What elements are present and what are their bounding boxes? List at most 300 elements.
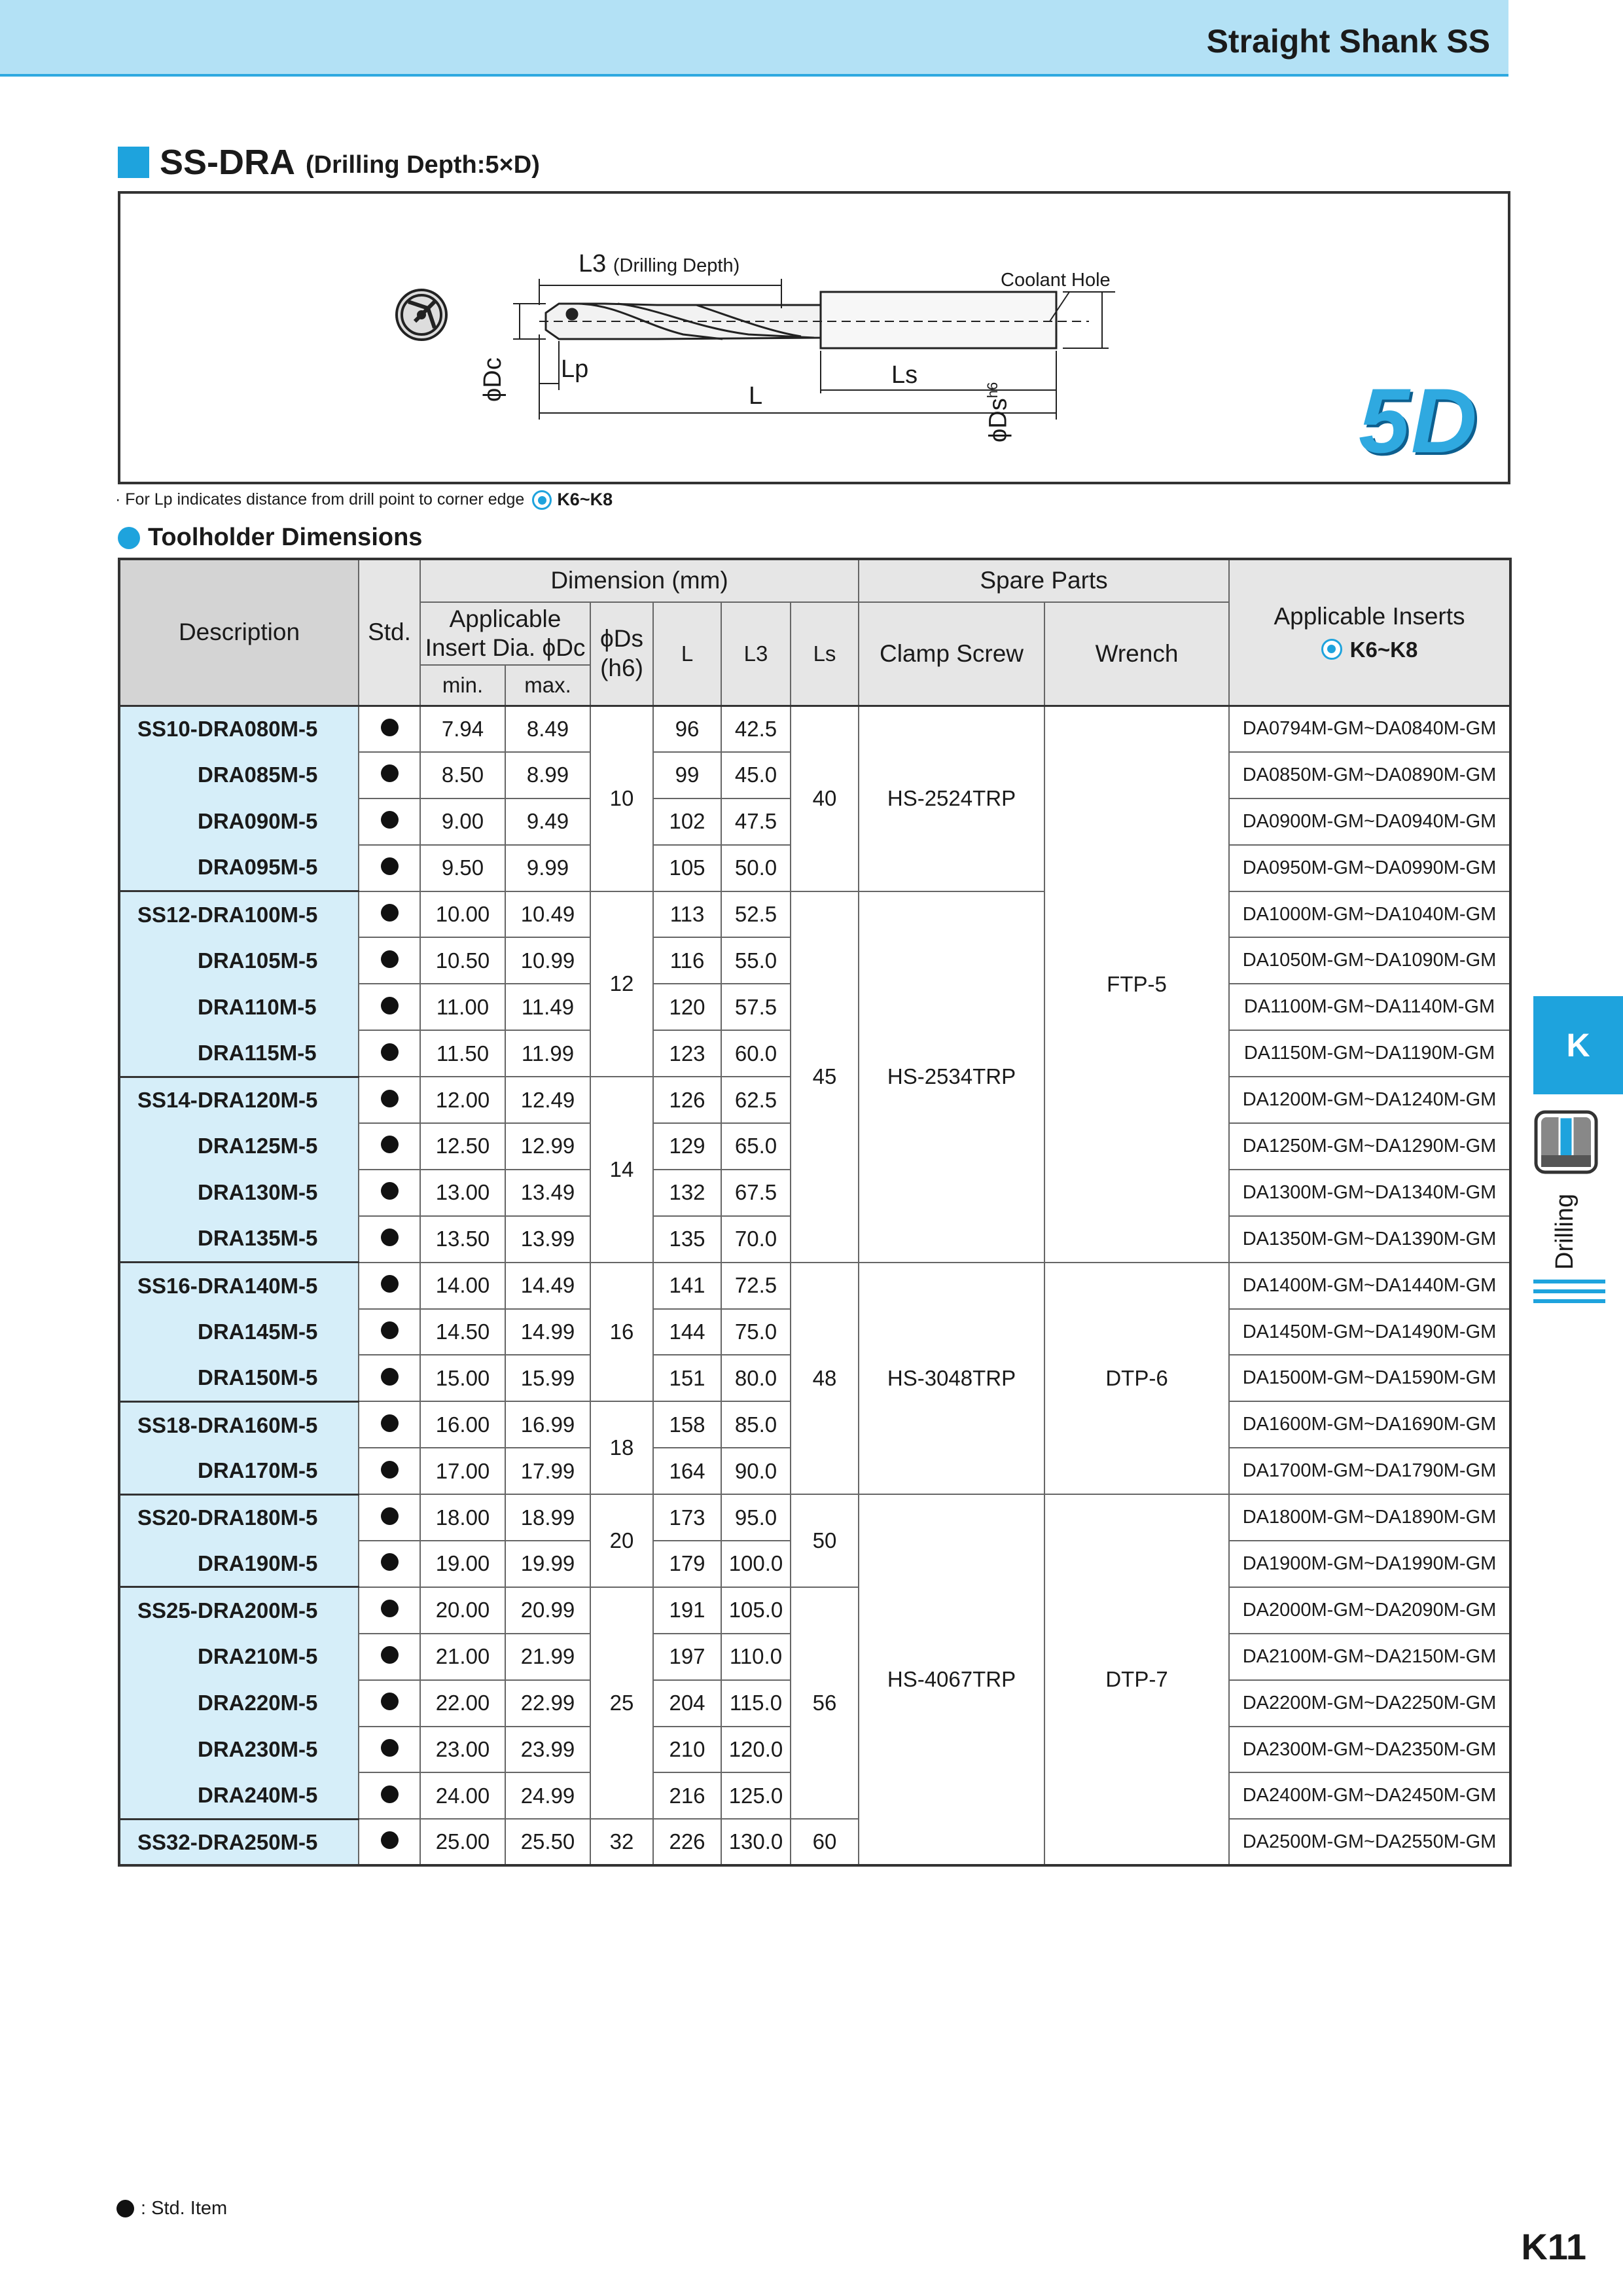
- series-label: SS14-: [137, 1088, 198, 1113]
- std-cell: [359, 1541, 420, 1587]
- l-cell: 99: [653, 752, 721, 798]
- insert-cell: DA1900M-GM~DA1990M-GM: [1229, 1541, 1510, 1587]
- min-cell: 14.00: [420, 1263, 505, 1309]
- l-cell: 204: [653, 1680, 721, 1727]
- coolant-hole-label: Coolant Hole: [1001, 270, 1111, 291]
- max-cell: 19.99: [505, 1541, 590, 1587]
- col-l: L: [653, 602, 721, 706]
- model-label: DRA150M-5: [198, 1365, 318, 1390]
- ls-label: Ls: [891, 361, 918, 389]
- l3-cell: 125.0: [721, 1772, 791, 1819]
- bullet-icon: [118, 527, 140, 549]
- description-cell: [119, 1030, 359, 1077]
- model-label: DRA105M-5: [198, 948, 318, 973]
- ds-label: [984, 382, 1013, 442]
- side-stripe: [1533, 1299, 1605, 1303]
- insert-cell: DA2300M-GM~DA2350M-GM: [1229, 1727, 1510, 1773]
- l3-cell: 120.0: [721, 1727, 791, 1773]
- toolholder-table-wrap: [118, 558, 1512, 1867]
- ds-cell: 10: [590, 706, 653, 891]
- model-label: DRA095M-5: [198, 855, 318, 880]
- max-cell: 15.99: [505, 1355, 590, 1401]
- std-item-dot-icon: [381, 904, 399, 922]
- model-label: DRA135M-5: [198, 1226, 318, 1251]
- std-cell: [359, 1819, 420, 1865]
- wrench-cell: DTP-7: [1044, 1494, 1229, 1865]
- l3-label-text: L3: [579, 250, 607, 278]
- drill-end-view-icon: [397, 290, 446, 340]
- model-label: DRA160M-5: [198, 1412, 318, 1437]
- model-label: DRA210M-5: [198, 1644, 318, 1669]
- model-label: DRA230M-5: [198, 1737, 318, 1762]
- min-cell: 11.00: [420, 984, 505, 1030]
- description-cell: [119, 706, 359, 752]
- page-number: K11: [1521, 2226, 1586, 2267]
- std-item-legend-text: : Std. Item: [141, 2198, 228, 2219]
- description-cell: [119, 1819, 359, 1865]
- col-l3: L3: [721, 602, 791, 706]
- clamp-screw-cell: HS-4067TRP: [859, 1494, 1044, 1865]
- description-cell: [119, 1494, 359, 1541]
- std-item-dot-icon: [381, 1043, 399, 1061]
- table-row: [119, 1819, 1510, 1865]
- description-cell: [119, 798, 359, 845]
- insert-cell: DA1700M-GM~DA1790M-GM: [1229, 1448, 1510, 1494]
- l-cell: 135: [653, 1216, 721, 1263]
- min-cell: 9.00: [420, 798, 505, 845]
- insert-cell: DA1050M-GM~DA1090M-GM: [1229, 937, 1510, 984]
- std-item-dot-icon: [381, 950, 399, 968]
- inserts-ref: [1230, 637, 1509, 663]
- arrow-right-icon: [1321, 639, 1342, 660]
- max-cell: 22.99: [505, 1680, 590, 1727]
- max-cell: 17.99: [505, 1448, 590, 1494]
- dc-label: ϕDc: [479, 357, 507, 402]
- std-item-dot-icon: [381, 1739, 399, 1757]
- min-cell: 17.00: [420, 1448, 505, 1494]
- description-cell: [119, 891, 359, 938]
- ds-cell: 18: [590, 1401, 653, 1494]
- ls-cell: 40: [791, 706, 859, 891]
- col-ls: Ls: [791, 602, 859, 706]
- section-name: SS-DRA: [160, 143, 296, 182]
- max-cell: 14.99: [505, 1309, 590, 1355]
- table-row: [119, 891, 1510, 938]
- std-cell: [359, 845, 420, 891]
- l3-sub-label: (Drilling Depth): [613, 255, 740, 276]
- drill-side-view: [539, 292, 1089, 348]
- l3-cell: 55.0: [721, 937, 791, 984]
- insert-cell: DA1100M-GM~DA1140M-GM: [1229, 984, 1510, 1030]
- l3-cell: 75.0: [721, 1309, 791, 1355]
- drill-diagram: [118, 191, 1510, 484]
- section-subtitle: (Drilling Depth:5×D): [306, 151, 540, 179]
- insert-cell: DA2000M-GM~DA2090M-GM: [1229, 1587, 1510, 1634]
- description-cell: [119, 1170, 359, 1216]
- ds-cell: 25: [590, 1587, 653, 1819]
- clamp-screw-cell: HS-2534TRP: [859, 891, 1044, 1263]
- std-cell: [359, 984, 420, 1030]
- l3-cell: 52.5: [721, 891, 791, 938]
- std-cell: [359, 1727, 420, 1773]
- std-item-dot-icon: [381, 1136, 399, 1153]
- l3-cell: 67.5: [721, 1170, 791, 1216]
- std-cell: [359, 798, 420, 845]
- max-cell: 11.49: [505, 984, 590, 1030]
- max-cell: 23.99: [505, 1727, 590, 1773]
- max-cell: 11.99: [505, 1030, 590, 1077]
- std-item-dot-icon: [381, 997, 399, 1014]
- table-row: [119, 1494, 1510, 1541]
- max-cell: 9.99: [505, 845, 590, 891]
- model-label: DRA220M-5: [198, 1691, 318, 1715]
- max-cell: 8.99: [505, 752, 590, 798]
- series-label: SS10-: [137, 717, 198, 742]
- max-cell: 12.49: [505, 1077, 590, 1123]
- col-dimension: Dimension (mm): [420, 559, 859, 602]
- header-band: [0, 0, 1508, 77]
- col-std: Std.: [359, 559, 420, 706]
- description-cell: [119, 984, 359, 1030]
- side-tab-label: Drilling: [1551, 1193, 1578, 1270]
- min-cell: 18.00: [420, 1494, 505, 1541]
- l3-cell: 50.0: [721, 845, 791, 891]
- model-label: DRA170M-5: [198, 1458, 318, 1482]
- min-cell: 15.00: [420, 1355, 505, 1401]
- max-cell: 24.99: [505, 1772, 590, 1819]
- std-item-dot-icon: [381, 1090, 399, 1107]
- min-cell: 23.00: [420, 1727, 505, 1773]
- arrow-right-icon: [532, 490, 552, 510]
- l3-cell: 90.0: [721, 1448, 791, 1494]
- std-item-dot-icon: [381, 1461, 399, 1479]
- max-cell: 25.50: [505, 1819, 590, 1865]
- series-label: SS32-: [137, 1829, 198, 1854]
- min-cell: 13.50: [420, 1216, 505, 1263]
- col-wrench: Wrench: [1044, 602, 1229, 706]
- l3-cell: 105.0: [721, 1587, 791, 1634]
- col-applicable-inserts-label: Applicable Inserts: [1274, 603, 1465, 630]
- l-cell: 164: [653, 1448, 721, 1494]
- insert-cell: DA1800M-GM~DA1890M-GM: [1229, 1494, 1510, 1541]
- description-cell: [119, 1263, 359, 1309]
- ds-cell: 12: [590, 891, 653, 1077]
- toolholder-title-text: Toolholder Dimensions: [148, 524, 423, 551]
- description-cell: [119, 1309, 359, 1355]
- series-label: SS20-: [137, 1505, 198, 1530]
- std-cell: [359, 1030, 420, 1077]
- l-cell: 158: [653, 1401, 721, 1448]
- insert-cell: DA0794M-GM~DA0840M-GM: [1229, 706, 1510, 752]
- description-cell: [119, 1123, 359, 1170]
- ls-cell: 50: [791, 1494, 859, 1587]
- ls-cell: 56: [791, 1587, 859, 1819]
- l3-cell: 45.0: [721, 752, 791, 798]
- min-cell: 13.00: [420, 1170, 505, 1216]
- model-label: DRA100M-5: [198, 902, 318, 927]
- l-cell: 113: [653, 891, 721, 938]
- col-applicable-inserts: [1229, 559, 1510, 706]
- l-cell: 96: [653, 706, 721, 752]
- min-cell: 7.94: [420, 706, 505, 752]
- lp-note: [115, 490, 613, 510]
- l3-label: [579, 250, 740, 278]
- insert-cell: DA0950M-GM~DA0990M-GM: [1229, 845, 1510, 891]
- max-cell: 14.49: [505, 1263, 590, 1309]
- clamp-screw-cell: HS-2524TRP: [859, 706, 1044, 891]
- l-cell: 144: [653, 1309, 721, 1355]
- l-cell: 129: [653, 1123, 721, 1170]
- min-cell: 12.50: [420, 1123, 505, 1170]
- description-cell: [119, 1216, 359, 1263]
- l3-cell: 115.0: [721, 1680, 791, 1727]
- std-cell: [359, 1587, 420, 1634]
- min-cell: 25.00: [420, 1819, 505, 1865]
- max-cell: 21.99: [505, 1634, 590, 1680]
- col-ds-line2: (h6): [600, 654, 643, 681]
- clamp-screw-cell: HS-3048TRP: [859, 1263, 1044, 1494]
- std-item-dot-icon: [381, 1693, 399, 1710]
- l-cell: 105: [653, 845, 721, 891]
- std-item-dot-icon: [381, 1414, 399, 1432]
- min-cell: 10.50: [420, 937, 505, 984]
- std-cell: [359, 1401, 420, 1448]
- description-cell: [119, 1401, 359, 1448]
- std-cell: [359, 1355, 420, 1401]
- l3-cell: 42.5: [721, 706, 791, 752]
- lp-note-ref-link[interactable]: K6~K8: [557, 490, 613, 509]
- ls-cell: 60: [791, 1819, 859, 1865]
- l3-cell: 80.0: [721, 1355, 791, 1401]
- inserts-ref-link[interactable]: K6~K8: [1349, 637, 1418, 662]
- std-cell: [359, 706, 420, 752]
- model-label: DRA120M-5: [198, 1088, 318, 1113]
- table-row: [119, 1263, 1510, 1309]
- col-insert-dia-line2: Insert Dia. ϕDc: [425, 634, 586, 661]
- l-cell: 123: [653, 1030, 721, 1077]
- insert-cell: DA0900M-GM~DA0940M-GM: [1229, 798, 1510, 845]
- min-cell: 10.00: [420, 891, 505, 938]
- l3-cell: 62.5: [721, 1077, 791, 1123]
- col-max: max.: [505, 665, 590, 706]
- max-cell: 10.99: [505, 937, 590, 984]
- std-cell: [359, 1263, 420, 1309]
- min-cell: 19.00: [420, 1541, 505, 1587]
- max-cell: 18.99: [505, 1494, 590, 1541]
- insert-cell: DA2400M-GM~DA2450M-GM: [1229, 1772, 1510, 1819]
- std-cell: [359, 1680, 420, 1727]
- description-cell: [119, 1355, 359, 1401]
- col-min: min.: [420, 665, 505, 706]
- series-label: SS25-: [137, 1598, 198, 1623]
- wrench-cell: DTP-6: [1044, 1263, 1229, 1494]
- insert-cell: DA1300M-GM~DA1340M-GM: [1229, 1170, 1510, 1216]
- max-cell: 12.99: [505, 1123, 590, 1170]
- std-item-dot-icon: [381, 1553, 399, 1571]
- ls-cell: 48: [791, 1263, 859, 1494]
- insert-cell: DA1400M-GM~DA1440M-GM: [1229, 1263, 1510, 1309]
- l3-cell: 47.5: [721, 798, 791, 845]
- model-label: DRA250M-5: [198, 1829, 318, 1854]
- col-description: Description: [119, 559, 359, 706]
- col-clamp-screw: Clamp Screw: [859, 602, 1044, 706]
- model-label: DRA145M-5: [198, 1319, 318, 1344]
- insert-cell: DA1150M-GM~DA1190M-GM: [1229, 1030, 1510, 1077]
- l3-cell: 130.0: [721, 1819, 791, 1865]
- std-item-dot-icon: [381, 764, 399, 782]
- max-cell: 13.49: [505, 1170, 590, 1216]
- lp-label: Lp: [561, 355, 589, 383]
- std-cell: [359, 1170, 420, 1216]
- l-cell: 120: [653, 984, 721, 1030]
- min-cell: 14.50: [420, 1309, 505, 1355]
- l3-cell: 72.5: [721, 1263, 791, 1309]
- side-tab-k[interactable]: K: [1533, 996, 1623, 1094]
- std-item-dot-icon: [381, 1229, 399, 1246]
- model-label: DRA180M-5: [198, 1505, 318, 1530]
- ds-cell: 32: [590, 1819, 653, 1865]
- ls-cell: 45: [791, 891, 859, 1263]
- l-label: L: [749, 382, 763, 410]
- model-label: DRA110M-5: [198, 994, 317, 1019]
- insert-cell: DA1450M-GM~DA1490M-GM: [1229, 1309, 1510, 1355]
- col-insert-dia: [420, 602, 590, 665]
- std-cell: [359, 1077, 420, 1123]
- std-item-dot-icon: [381, 719, 399, 736]
- l-cell: 141: [653, 1263, 721, 1309]
- description-cell: [119, 1448, 359, 1494]
- 5d-badge: 5D: [1359, 369, 1478, 472]
- max-cell: 9.49: [505, 798, 590, 845]
- std-item-dot-icon: [381, 1275, 399, 1293]
- toolholder-title: [118, 524, 422, 552]
- model-label: DRA140M-5: [198, 1273, 318, 1298]
- table-row: [119, 706, 1510, 752]
- lp-note-text: · For Lp indicates distance from drill point to corner edge: [115, 490, 525, 509]
- min-cell: 8.50: [420, 752, 505, 798]
- min-cell: 11.50: [420, 1030, 505, 1077]
- std-item-dot-icon: [381, 1785, 399, 1803]
- series-label: SS16-: [137, 1273, 198, 1298]
- std-cell: [359, 1123, 420, 1170]
- description-cell: [119, 937, 359, 984]
- std-cell: [359, 937, 420, 984]
- std-item-dot-icon: [381, 1507, 399, 1525]
- max-cell: 8.49: [505, 706, 590, 752]
- model-label: DRA125M-5: [198, 1134, 318, 1158]
- std-item-dot-icon: [381, 1321, 399, 1339]
- model-label: DRA115M-5: [198, 1040, 317, 1065]
- description-cell: [119, 845, 359, 891]
- col-spare-parts: Spare Parts: [859, 559, 1229, 602]
- insert-cell: DA1200M-GM~DA1240M-GM: [1229, 1077, 1510, 1123]
- series-label: SS12-: [137, 902, 198, 927]
- l3-cell: 100.0: [721, 1541, 791, 1587]
- l-cell: 102: [653, 798, 721, 845]
- l-cell: 197: [653, 1634, 721, 1680]
- l3-cell: 85.0: [721, 1401, 791, 1448]
- ds-cell: 16: [590, 1263, 653, 1402]
- side-stripe: [1533, 1280, 1605, 1283]
- std-cell: [359, 1216, 420, 1263]
- l3-cell: 95.0: [721, 1494, 791, 1541]
- l3-cell: 65.0: [721, 1123, 791, 1170]
- description-cell: [119, 1634, 359, 1680]
- model-label: DRA090M-5: [198, 809, 318, 834]
- table-row: [119, 1587, 1510, 1634]
- l-cell: 151: [653, 1355, 721, 1401]
- wrench-cell: FTP-5: [1044, 706, 1229, 1263]
- l-cell: 210: [653, 1727, 721, 1773]
- std-cell: [359, 1772, 420, 1819]
- min-cell: 12.00: [420, 1077, 505, 1123]
- std-cell: [359, 1448, 420, 1494]
- model-label: DRA200M-5: [198, 1598, 318, 1623]
- std-item-dot-icon: [381, 1368, 399, 1386]
- min-cell: 16.00: [420, 1401, 505, 1448]
- std-item-dot-icon: [381, 1831, 399, 1849]
- l-cell: 116: [653, 937, 721, 984]
- toolholder-table: [118, 558, 1512, 1867]
- insert-cell: DA1350M-GM~DA1390M-GM: [1229, 1216, 1510, 1263]
- col-ds-line1: ϕDs: [600, 625, 643, 653]
- l-cell: 132: [653, 1170, 721, 1216]
- description-cell: [119, 1680, 359, 1727]
- description-cell: [119, 1587, 359, 1634]
- max-cell: 13.99: [505, 1216, 590, 1263]
- std-item-dot-icon: [381, 811, 399, 829]
- insert-cell: DA0850M-GM~DA0890M-GM: [1229, 752, 1510, 798]
- l-cell: 179: [653, 1541, 721, 1587]
- insert-cell: DA2100M-GM~DA2150M-GM: [1229, 1634, 1510, 1680]
- section-square-icon: [118, 147, 149, 178]
- std-cell: [359, 752, 420, 798]
- description-cell: [119, 1727, 359, 1773]
- drill-drawing: [120, 194, 1508, 482]
- description-cell: [119, 752, 359, 798]
- max-cell: 10.49: [505, 891, 590, 938]
- l3-cell: 110.0: [721, 1634, 791, 1680]
- std-cell: [359, 891, 420, 938]
- model-label: DRA080M-5: [198, 717, 318, 742]
- insert-cell: DA1600M-GM~DA1690M-GM: [1229, 1401, 1510, 1448]
- insert-cell: DA1250M-GM~DA1290M-GM: [1229, 1123, 1510, 1170]
- ds-cell: 20: [590, 1494, 653, 1587]
- std-cell: [359, 1494, 420, 1541]
- description-cell: [119, 1772, 359, 1819]
- insert-cell: DA2500M-GM~DA2550M-GM: [1229, 1819, 1510, 1865]
- std-cell: [359, 1309, 420, 1355]
- l3-cell: 70.0: [721, 1216, 791, 1263]
- series-label: SS18-: [137, 1412, 198, 1437]
- model-label: DRA130M-5: [198, 1180, 318, 1205]
- min-cell: 24.00: [420, 1772, 505, 1819]
- l-cell: 191: [653, 1587, 721, 1634]
- insert-cell: DA1500M-GM~DA1590M-GM: [1229, 1355, 1510, 1401]
- page-header-title: Straight Shank SS: [1206, 23, 1490, 60]
- min-cell: 20.00: [420, 1587, 505, 1634]
- std-item-dot-icon: [116, 2200, 134, 2217]
- max-cell: 16.99: [505, 1401, 590, 1448]
- std-item-legend: [116, 2198, 227, 2219]
- l-cell: 126: [653, 1077, 721, 1123]
- l-cell: 216: [653, 1772, 721, 1819]
- model-label: DRA190M-5: [198, 1551, 318, 1575]
- std-item-dot-icon: [381, 1182, 399, 1200]
- section-title: [118, 143, 540, 182]
- min-cell: 22.00: [420, 1680, 505, 1727]
- max-cell: 20.99: [505, 1587, 590, 1634]
